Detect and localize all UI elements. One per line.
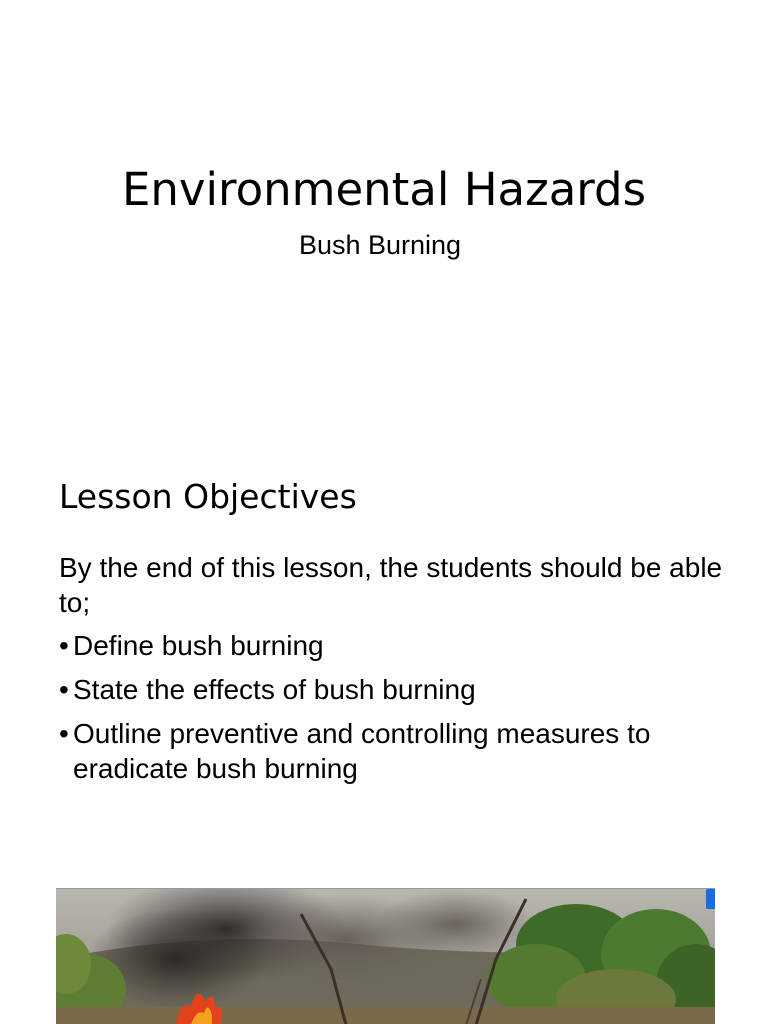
bullet-icon: • (59, 674, 69, 705)
objective-item (59, 716, 739, 786)
objectives-intro: By the end of this lesson, the students should be able to; (59, 552, 723, 618)
objective-text: Define bush burning (73, 630, 324, 661)
slide-title: Environmental Hazards (121, 163, 647, 216)
objective-text: Outline preventive and controlling measures to eradicate bush burning (73, 718, 651, 784)
lesson-objectives-heading: Lesson Objectives (59, 477, 357, 516)
objective-item (59, 628, 739, 663)
bullet-icon: • (59, 718, 69, 749)
slide-subtitle: Bush Burning (298, 230, 462, 260)
objective-text: State the effects of bush burning (73, 674, 476, 705)
objective-item (59, 672, 739, 707)
bullet-icon: • (59, 630, 69, 661)
bush-fire-image (56, 889, 715, 1024)
bush-fire-photo (56, 888, 715, 1024)
photo-corner-tab (706, 889, 715, 909)
objectives-list (59, 628, 739, 795)
